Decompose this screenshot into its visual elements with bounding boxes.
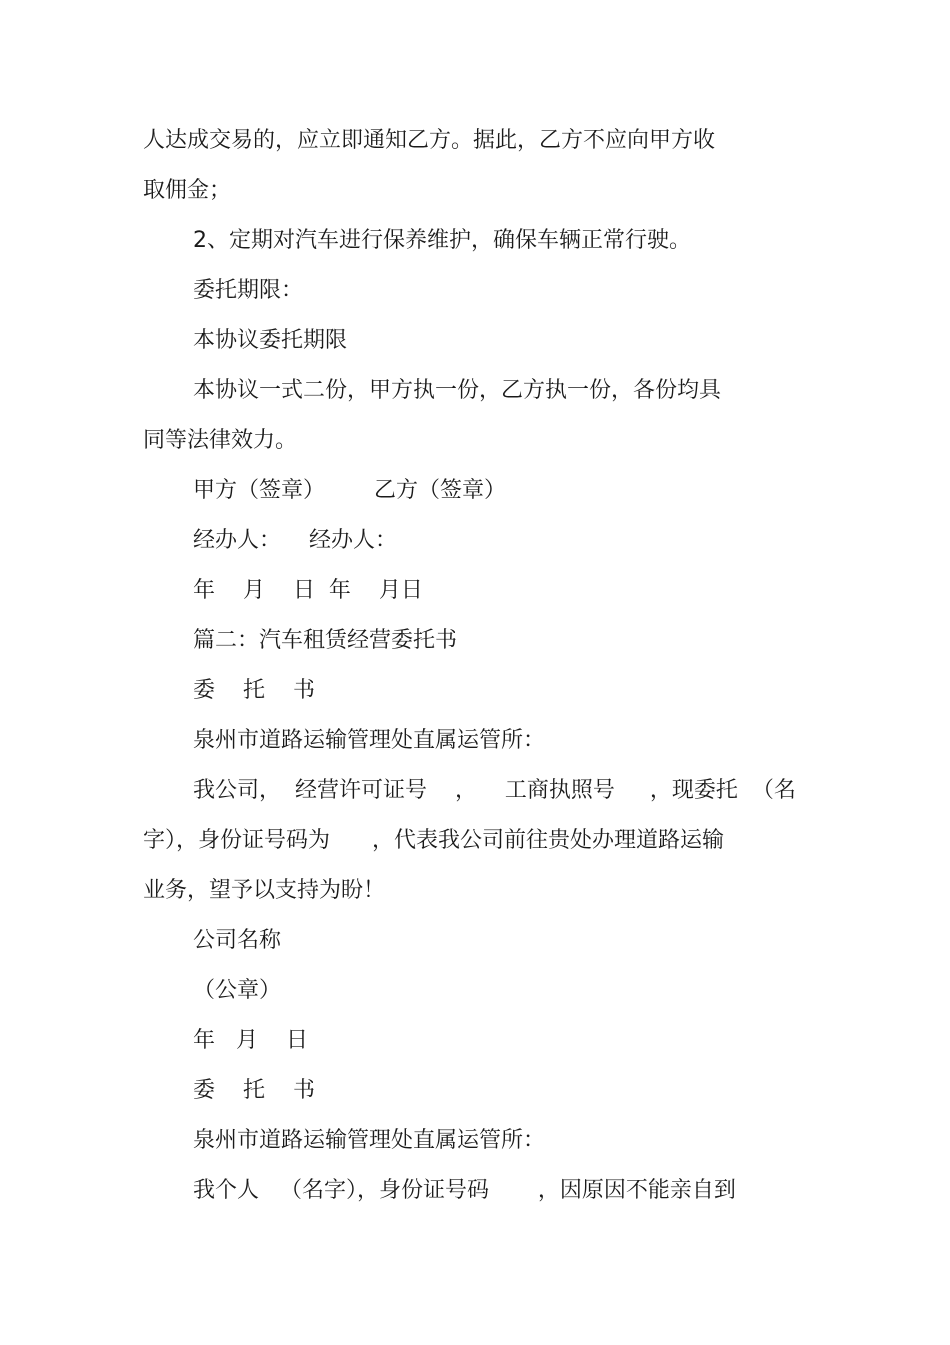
recipient-2: 泉州市道路运输管理处直属运管所： (193, 1128, 546, 1153)
text-line-4: 委托期限： (193, 278, 304, 303)
section-heading: 篇二：汽车租赁经营委托书 (193, 628, 458, 653)
text-line-10: 年 月 日 年 月日 (193, 578, 423, 603)
letter-title-1: 委 托 书 (193, 678, 315, 703)
text-line-6: 本协议一式二份，甲方执一份，乙方执一份，各份均具 (193, 378, 722, 403)
text-line-22: 我个人 （名字），身份证号码 ，因原因不能亲自到 (193, 1178, 736, 1203)
text-line-3: 2、定期对汽车进行保养维护，确保车辆正常行驶。 (193, 228, 691, 253)
text-line-5: 本协议委托期限 (193, 328, 348, 353)
letter-title-2: 委 托 书 (193, 1078, 315, 1103)
recipient-1: 泉州市道路运输管理处直属运管所： (193, 728, 546, 753)
company-name-label: 公司名称 (193, 928, 282, 953)
text-line-9: 经办人： 经办人： (193, 528, 397, 553)
company-seal-label: （公章） (193, 978, 282, 1003)
text-line-14: 我公司， 经营许可证号 ， 工商执照号 ，现委托 （名 (193, 778, 796, 803)
text-line-1: 人达成交易的，应立即通知乙方。据此，乙方不应向甲方收 (143, 128, 716, 153)
text-line-2: 取佣金； (143, 178, 232, 203)
text-line-15: 字），身份证号码为 ，代表我公司前往贵处办理道路运输 (143, 828, 724, 853)
text-line-8: 甲方（签章） 乙方（签章） (193, 478, 506, 503)
text-line-7: 同等法律效力。 (143, 428, 298, 453)
text-line-16: 业务，望予以支持为盼！ (143, 878, 386, 903)
date-line: 年 月 日 (193, 1028, 308, 1053)
